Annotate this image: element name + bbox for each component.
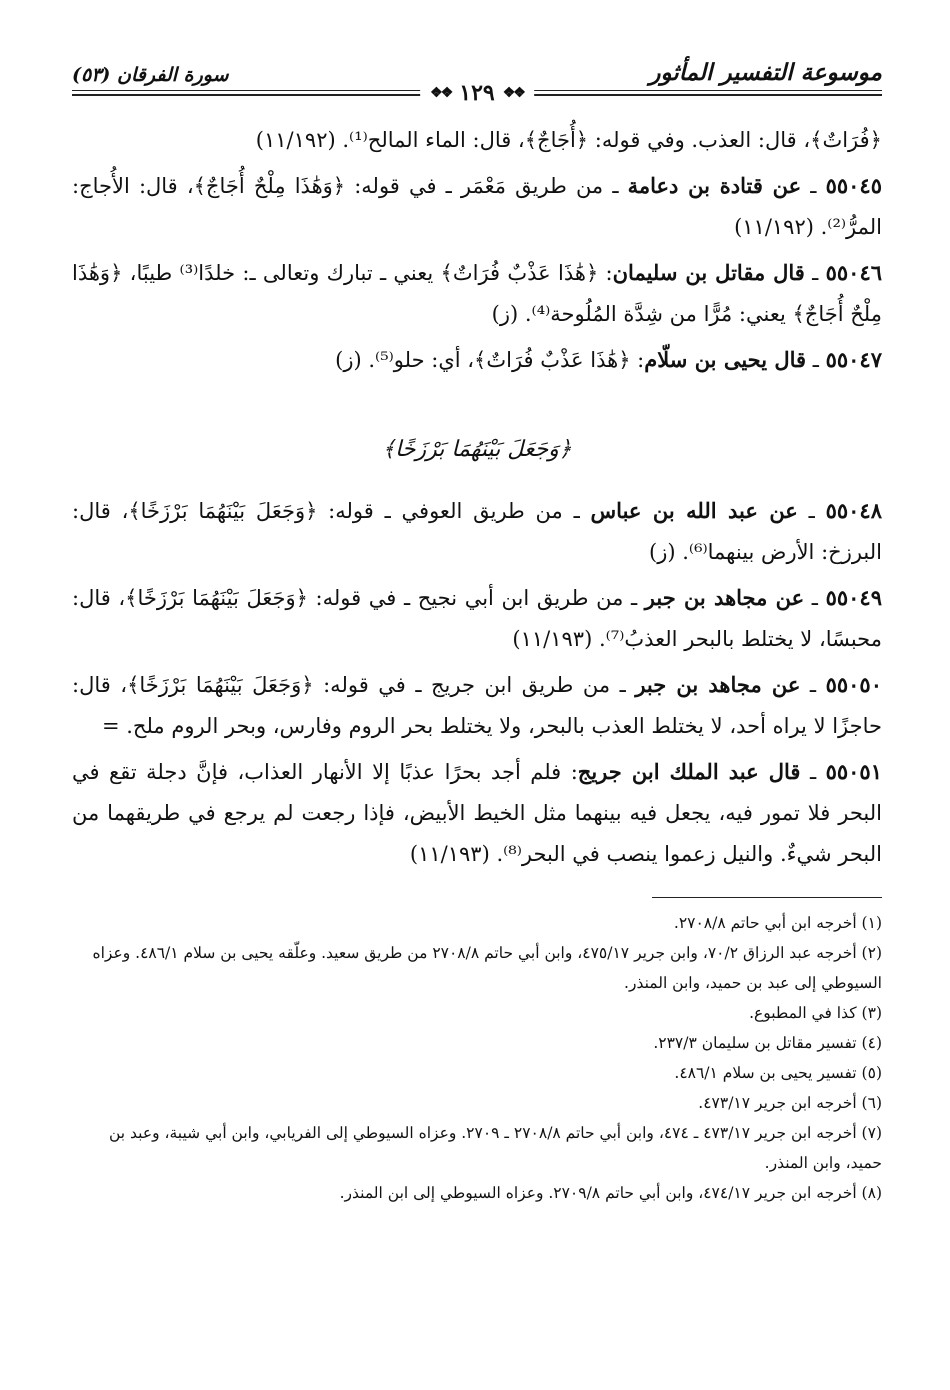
footnote: (٦) أخرجه ابن جرير ٤٧٣/١٧.	[698, 1094, 882, 1112]
footnote: (٥) تفسير يحيى بن سلام ٤٨٦/١.	[674, 1064, 882, 1082]
paragraph: ٥٥٠٤٦ ـ قال مقاتل بن سليمان: ﴿هَٰذَا عَذْبٌ فُرَاتٌ﴾ يعني ـ تبارك وتعالى ـ: خلدًا⁽³⁾ طيبًا، ﴿وَهَٰذَا مِلْحٌ أُجَاجٌ﴾ يعني: مُرًّا من شِدَّة المُلُوحة⁽⁴⁾. (ز)	[72, 260, 883, 326]
paragraph-text: ـ من طريق ابن أبي نجيح ـ في قوله: ﴿وَجَعَلَ بَيْنَهُمَا بَرْزَخًا﴾، قال: محبسًا، لا يختلط بالبحر العذبُ⁽⁷⁾. (١١/١٩٣)	[72, 586, 882, 651]
paragraph: ٥٥٠٤٩ ـ عن مجاهد بن جبر ـ من طريق ابن أبي نجيح ـ في قوله: ﴿وَجَعَلَ بَيْنَهُمَا بَرْزَخًا﴾، قال: محبسًا، لا يختلط بالبحر العذبُ⁽⁷⁾. (١١/١٩٣)	[72, 585, 882, 651]
page-number: ١٢٩	[459, 80, 495, 106]
paragraph: ٥٥٠٤٥ ـ عن قتادة بن دعامة ـ من طريق مَعْمَر ـ في قوله: ﴿وَهَٰذَا مِلْحٌ أُجَاجٌ﴾، قال: الأُجاج: المرُّ⁽²⁾. (١١/١٩٢)	[72, 173, 882, 239]
book-page	[72, 52, 882, 1208]
paragraph-text: : فلم أجد بحرًا عذبًا إلا الأنهار العذاب، فإنَّ دجلة تقع في البحر فلا تمور فيه، يجعل فيه بينهما مثل الخيط الأبيض، فإذا رجعت لم يرجع في طريقهما من البحر شيءٌ. والنيل زعموا ينصب في البحر⁽⁸⁾. (١١/١٩٣)	[72, 760, 882, 866]
ornament-icon: ❖❖	[502, 85, 524, 101]
footnote: (٧) أخرجه ابن جرير ٤٧٣/١٧ ـ ٤٧٤، وابن أبي حاتم ٢٧٠٨/٨ ـ ٢٧٠٩. وعزاه السيوطي إلى الفريابي، وابن أبي شيبة، وعبد بن حميد، وابن المنذر.	[108, 1124, 882, 1172]
book-title: موسوعة التفسير المأثور	[649, 59, 882, 86]
footnote: (٢) أخرجه عبد الرزاق ٧٠/٢، وابن جرير ٤٧٥/١٧، وابن أبي حاتم ٢٧٠٨/٨ من طريق سعيد. وعلّقه يحيى بن سلام ٤٨٦/١. وعزاه السيوطي إلى عبد بن حميد، وابن المنذر.	[92, 944, 882, 992]
page-number-box	[420, 80, 534, 106]
main-text	[72, 120, 882, 875]
footnote: (٤) تفسير مقاتل بن سليمان ٢٣٧/٣.	[653, 1034, 882, 1052]
paragraph-text: ـ من طريق ابن جريج ـ في قوله: ﴿وَجَعَلَ بَيْنَهُمَا بَرْزَخًا﴾، قال: حاجزًا لا يراه أحد، لا يختلط العذب بالبحر، ولا يختلط بحر الروم وفارس، وبحر الروم ملح. =	[72, 673, 882, 738]
paragraph-text: : ﴿هَٰذَا عَذْبٌ فُرَاتٌ﴾ يعني ـ تبارك وتعالى ـ: خلدًا⁽³⁾ طيبًا، ﴿وَهَٰذَا مِلْحٌ أُجَاجٌ﴾ يعني: مُرًّا من شِدَّة المُلُوحة⁽⁴⁾. (ز)	[72, 261, 882, 326]
narrator: عن عبد الله بن عباس	[590, 498, 798, 523]
ornament-icon: ❖❖	[430, 85, 452, 101]
entry-number: ٥٥٠٤٥	[825, 173, 882, 198]
entry-number: ٥٥٠٥١	[825, 759, 882, 784]
paragraph-text: ـ من طريق مَعْمَر ـ في قوله: ﴿وَهَٰذَا مِلْحٌ أُجَاجٌ﴾، قال: الأُجاج: المرُّ⁽²⁾. (١١/١٩٢)	[72, 174, 882, 239]
footnote: (٨) أخرجه ابن جرير ٤٧٤/١٧، وابن أبي حاتم ٢٧٠٩/٨. وعزاه السيوطي إلى ابن المنذر.	[339, 1184, 882, 1202]
narrator: عن مجاهد بن جبر	[635, 672, 801, 697]
paragraph-text: ﴿فُرَاتٌ﴾، قال: العذب. وفي قوله: ﴿أُجَاجٌ﴾، قال: الماء المالح⁽¹⁾. (١١/١٩٢)	[255, 128, 882, 152]
entry-number: ٥٥٠٤٦	[825, 260, 883, 285]
footnote: (١) أخرجه ابن أبي حاتم ٢٧٠٨/٨.	[673, 914, 882, 932]
paragraph: ٥٥٠٥١ ـ قال عبد الملك ابن جريج: فلم أجد بحرًا عذبًا إلا الأنهار العذاب، فإنَّ دجلة تقع في البحر فلا تمور فيه، يجعل فيه بينهما مثل الخيط الأبيض، فإذا رجعت لم يرجع في طريقهما من البحر شيءٌ. والنيل زعموا ينصب في البحر⁽⁸⁾. (١١/١٩٣)	[72, 759, 882, 866]
paragraph: ٥٥٠٤٨ ـ عن عبد الله بن عباس ـ من طريق العوفي ـ قوله: ﴿وَجَعَلَ بَيْنَهُمَا بَرْزَخًا﴾، قال: البرزخ: الأرض بينهما⁽⁶⁾. (ز)	[72, 498, 882, 564]
narrator: قال عبد الملك ابن جريج	[577, 759, 801, 784]
narrator: قال مقاتل بن سليمان	[612, 260, 805, 285]
narrator: قال يحيى بن سلّام	[644, 347, 807, 372]
paragraph-text: : ﴿هَٰذَا عَذْبٌ فُرَاتٌ﴾، أي: حلو⁽⁵⁾. (ز)	[335, 348, 645, 372]
footnote: (٣) كذا في المطبوع.	[749, 1004, 882, 1022]
verse-heading: ﴿وَجَعَلَ بَيْنَهُمَا بَرْزَخًا﴾	[382, 437, 572, 462]
paragraph: ٥٥٠٤٧ ـ قال يحيى بن سلّام: ﴿هَٰذَا عَذْبٌ فُرَاتٌ﴾، أي: حلو⁽⁵⁾. (ز)	[335, 347, 882, 372]
narrator: عن قتادة بن دعامة	[627, 173, 802, 198]
paragraph	[72, 120, 882, 161]
paragraph: ٥٥٠٥٠ ـ عن مجاهد بن جبر ـ من طريق ابن جريج ـ في قوله: ﴿وَجَعَلَ بَيْنَهُمَا بَرْزَخًا﴾، قال: حاجزًا لا يراه أحد، لا يختلط العذب بالبحر، ولا يختلط بحر الروم وفارس، وبحر الروم ملح. =	[72, 672, 882, 738]
paragraph-text: ـ من طريق العوفي ـ قوله: ﴿وَجَعَلَ بَيْنَهُمَا بَرْزَخًا﴾، قال: البرزخ: الأرض بينهما⁽⁶⁾. (ز)	[72, 499, 882, 564]
entry-number: ٥٥٠٤٩	[825, 585, 882, 610]
surah-name: سورة الفرقان (٥٣)	[72, 64, 229, 86]
header-rule	[72, 80, 882, 112]
entry-number: ٥٥٠٤٧	[825, 347, 882, 372]
footnote-separator	[652, 897, 882, 898]
entry-number: ٥٥٠٤٨	[825, 498, 882, 523]
narrator: عن مجاهد بن جبر	[644, 585, 805, 610]
footnotes	[72, 908, 882, 1208]
entry-number: ٥٥٠٥٠	[825, 672, 882, 697]
